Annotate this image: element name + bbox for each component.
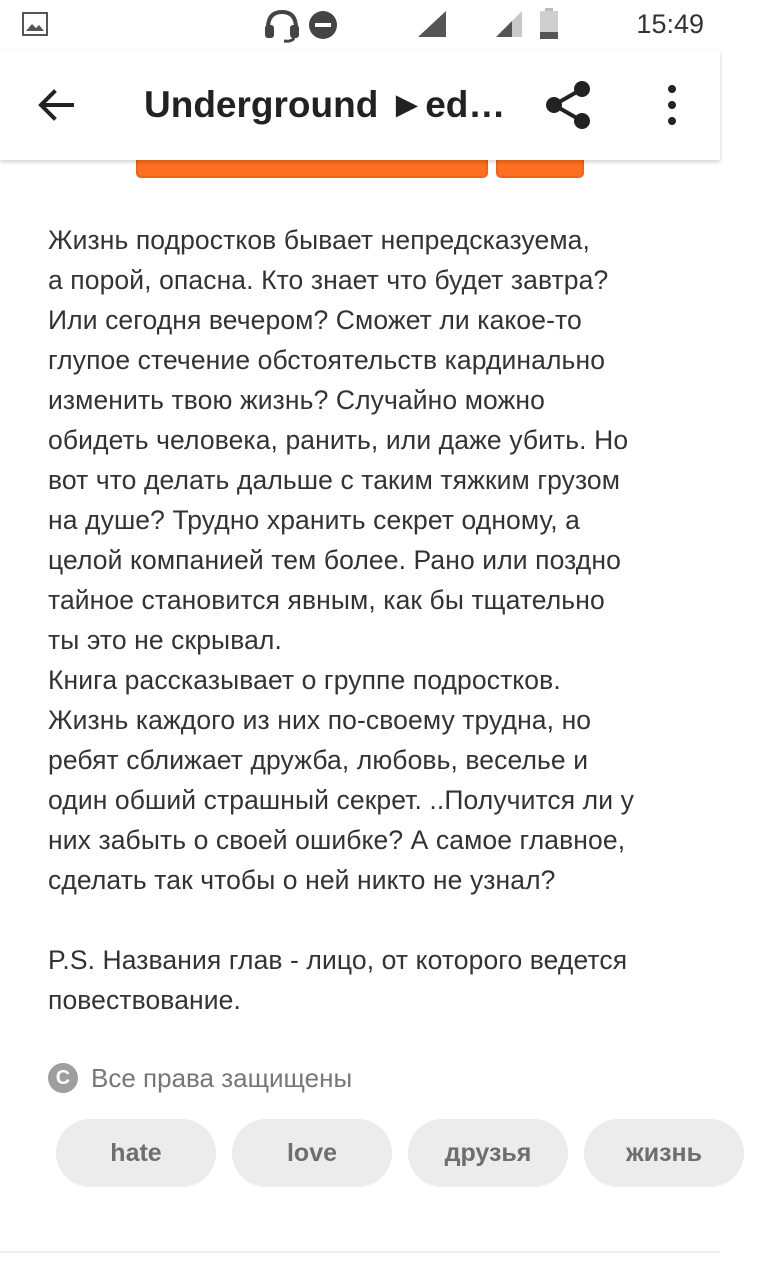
tag-chip[interactable]: hate (56, 1119, 216, 1187)
status-bar (0, 0, 720, 50)
story-description: Жизнь подростков бывает непредсказуема, а порой, опасна. Кто знает что будет завтра? Или сегодня вечером? Сможет ли какое-то глупое стечение обстоятельств кардинально изменить твою жизнь? Случайно можно обидеть человека, ранить, или даже убить. Но вот что делать дальше с таким тяжким грузом на душе? Трудно хранить секрет одному, а целой компанией тем более. Рано или поздно тайное становится явным, как бы тщательно ты это не скрывал. Книга рассказывает о группе подростков. Жизнь каждого из них по-своему трудна, но ребят сближает дружба, любовь, веселье и один обший страшный секрет. ..Получится ли у них забыть о своей ошибке? А самое главное, сделать так чтобы о ней никто не узнал? P.S. Названия глав - лицо, от которого ведется повествование. (48, 225, 634, 1015)
copyright-label: Все права защищены (91, 1062, 353, 1093)
tag-chip[interactable]: друзья (408, 1119, 568, 1187)
divider (0, 1251, 720, 1253)
battery-icon (539, 8, 559, 40)
back-arrow-icon[interactable] (36, 87, 76, 123)
image-notification-icon (22, 12, 48, 36)
copyright-notice (48, 1060, 352, 1096)
page-title: Underground ►ed… (144, 84, 506, 125)
share-icon[interactable] (544, 80, 592, 130)
tag-list (56, 1119, 702, 1187)
signal-icon-2 (494, 10, 524, 38)
tag-chip[interactable]: жизнь (584, 1119, 744, 1187)
more-vert-icon[interactable] (662, 84, 682, 126)
do-not-disturb-icon (308, 10, 338, 40)
tag-chip[interactable]: love (232, 1119, 392, 1187)
headset-icon (262, 8, 302, 42)
signal-icon (416, 10, 448, 38)
copyright-icon: C (48, 1063, 78, 1093)
app-bar (0, 50, 720, 160)
status-time: 15:49 (636, 9, 704, 39)
